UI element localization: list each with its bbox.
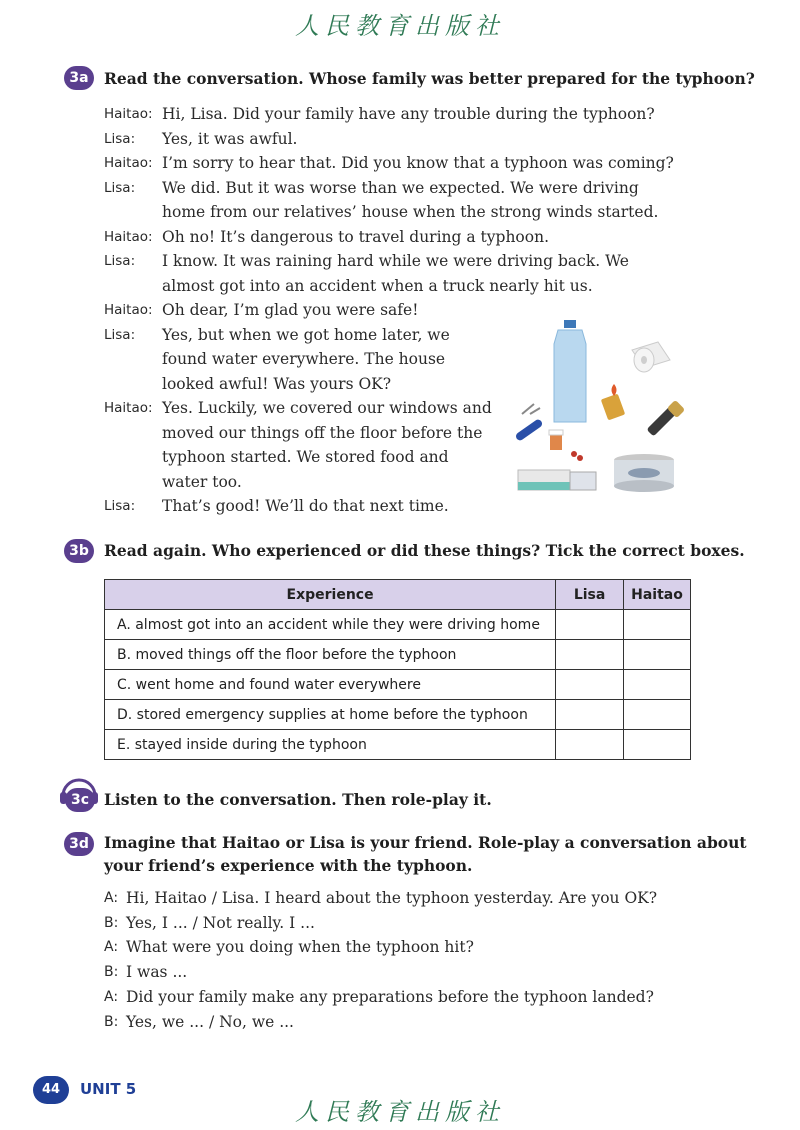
speaker: Haitao: [104,400,153,416]
line-text: Yes, but when we got home later, we found water everywhere. The house looked awful! Was yours OK? [162,325,450,393]
lisa-tick-box[interactable] [556,670,624,700]
dialog-line [104,886,704,911]
column-header-experience: Experience [105,580,556,610]
conversation-line [104,127,704,152]
pocket-knife-icon [514,404,543,442]
conversation-line [104,102,704,127]
table-row [105,730,691,760]
speaker: Lisa: [104,253,136,269]
line-text: What were you doing when the typhoon hit? [126,938,474,957]
speaker: Lisa: [104,326,136,343]
haitao-tick-box[interactable] [624,640,691,670]
section-3a-badge: 3a [64,66,94,90]
speaker: Lisa: [104,179,136,196]
line-text: Did your family make any preparations before the typhoon landed? [126,987,654,1006]
publisher-watermark: 人民教育出版社 [295,1098,505,1126]
speaker: B: [104,964,119,981]
table-row [105,610,691,640]
line-text: Yes. Luckily, we covered our windows and moved our things off the floor before the typhoon started. We stored food and water too. [162,399,492,491]
lisa-tick-box[interactable] [556,700,624,730]
section-3a-heading: Read the conversation. Whose family was better prepared for the typhoon? [104,69,755,88]
line-text: I know. It was raining hard while we were driving back. We almost got into an accident when a truck nearly hit us. [162,252,629,295]
column-header-haitao: Haitao [624,580,691,610]
table-row [105,640,691,670]
column-header-lisa: Lisa [556,580,624,610]
lighter-icon [601,384,625,420]
lisa-tick-box[interactable] [556,730,624,760]
first-aid-box-icon [518,470,596,490]
speaker: B: [104,914,119,931]
experience-cell: C. went home and found water everywhere [105,670,556,700]
table-row [105,670,691,700]
section-3c-heading: Listen to the conversation. Then role-play it. [104,790,492,809]
section-3b-heading: Read again. Who experienced or did these things? Tick the correct boxes. [104,541,745,560]
lisa-tick-box[interactable] [556,610,624,640]
experience-cell: E. stayed inside during the typhoon [105,730,556,760]
toilet-paper-icon [632,342,670,372]
speaker: Haitao: [104,228,153,245]
speaker: Lisa: [104,130,136,147]
role-play-dialog [104,886,704,1034]
conversation-line [104,151,704,176]
line-text: That’s good! We’ll do that next time. [162,497,449,515]
speaker: Haitao: [104,302,153,318]
line-text: Yes, I ... / Not really. I ... [126,913,315,932]
dialog-line [104,935,704,960]
speaker: B: [104,1013,119,1030]
medicine-icon [549,430,583,461]
line-text: Oh dear, I’m glad you were safe! [162,301,419,319]
speaker: A: [104,939,119,956]
speaker: Haitao: [104,106,153,122]
conversation-line [104,176,704,225]
dialog-line [104,985,704,1010]
dialog-line [104,1010,704,1035]
experience-cell: A. almost got into an accident while they were driving home [105,610,556,640]
line-text: We did. But it was worse than we expected. We were driving home from our relatives’ house when the strong winds started. [162,178,659,221]
section-3d-badge: 3d [64,832,94,856]
line-text: I’m sorry to hear that. Did you know that a typhoon was coming? [162,154,674,172]
line-text: Hi, Lisa. Did your family have any trouble during the typhoon? [162,105,655,123]
publisher-watermark: 人民教育出版社 [295,12,505,40]
line-text: Yes, it was awful. [162,129,298,148]
unit-label: UNIT 5 [80,1080,137,1098]
canned-food-icon [614,454,674,492]
speaker: A: [104,890,119,906]
line-text: Oh no! It’s dangerous to travel during a typhoon. [162,227,550,246]
conversation-line [104,249,704,298]
emergency-supplies-illustration [500,318,700,498]
dialog-line [104,911,704,936]
line-text: I was ... [126,963,188,982]
table-header-row [105,580,691,610]
haitao-tick-box[interactable] [624,730,691,760]
haitao-tick-box[interactable] [624,670,691,700]
haitao-tick-box[interactable] [624,700,691,730]
section-3c-badge: 3c [65,788,95,812]
flashlight-icon [646,400,685,437]
experience-cell: B. moved things off the floor before the typhoon [105,640,556,670]
experience-table [104,579,691,760]
water-bottle-icon [554,320,586,422]
conversation-line [104,225,704,250]
line-text: Yes, we ... / No, we ... [126,1012,294,1031]
section-3d-heading-line2: your friend’s experience with the typhoon. [104,856,473,875]
lisa-tick-box[interactable] [556,640,624,670]
page-number: 44 [33,1076,69,1104]
table-row [105,700,691,730]
section-3b-badge: 3b [64,539,94,563]
speaker: Lisa: [104,498,136,514]
line-text: Hi, Haitao / Lisa. I heard about the typhoon yesterday. Are you OK? [126,889,658,907]
haitao-tick-box[interactable] [624,610,691,640]
experience-cell: D. stored emergency supplies at home before the typhoon [105,700,556,730]
speaker: A: [104,988,119,1005]
dialog-line [104,960,704,985]
speaker: Haitao: [104,155,153,171]
section-3d-heading-line1: Imagine that Haitao or Lisa is your friend. Role-play a conversation about [104,833,747,852]
